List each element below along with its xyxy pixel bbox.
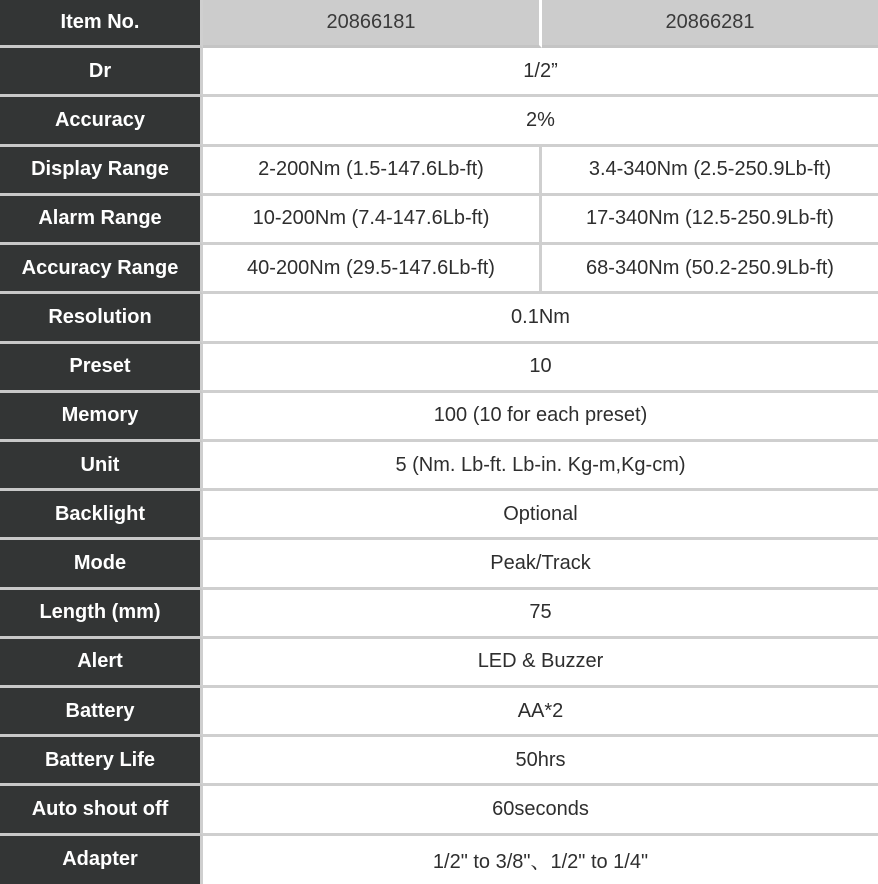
table-row [0,639,878,688]
table-row [0,245,878,294]
row-label: Auto shout off [0,786,203,835]
row-value: 60seconds [203,786,878,835]
row-value: 100 (10 for each preset) [203,393,878,442]
row-value: Optional [203,491,878,540]
table-row [0,344,878,393]
row-value: 5 (Nm. Lb-ft. Lb-in. Kg-m,Kg-cm) [203,442,878,491]
row-value: 40-200Nm (29.5-147.6Lb-ft) [203,245,542,294]
row-label: Backlight [0,491,203,540]
row-value: 1/2" to 3/8"、1/2" to 1/4" [203,836,878,884]
table-row [0,393,878,442]
row-value: AA*2 [203,688,878,737]
row-label: Alert [0,639,203,688]
row-label: Length (mm) [0,590,203,639]
table-row [0,540,878,589]
model-number-cell: 20866181 [203,0,542,48]
table-row [0,836,878,884]
row-label: Dr [0,48,203,97]
row-label: Item No. [0,0,203,48]
row-value: 3.4-340Nm (2.5-250.9Lb-ft) [542,147,878,196]
row-label: Mode [0,540,203,589]
row-label: Resolution [0,294,203,343]
row-label: Adapter [0,836,203,884]
row-label: Unit [0,442,203,491]
row-value: 2% [203,97,878,146]
row-label: Accuracy [0,97,203,146]
table-row [0,590,878,639]
row-value: 68-340Nm (50.2-250.9Lb-ft) [542,245,878,294]
row-label: Display Range [0,147,203,196]
row-value: 17-340Nm (12.5-250.9Lb-ft) [542,196,878,245]
table-row [0,147,878,196]
table-row [0,737,878,786]
row-label: Alarm Range [0,196,203,245]
row-value: 2-200Nm (1.5-147.6Lb-ft) [203,147,542,196]
row-value: Peak/Track [203,540,878,589]
table-row [0,491,878,540]
row-value: 0.1Nm [203,294,878,343]
table-row [0,442,878,491]
model-number-cell: 20866281 [542,0,878,48]
row-label: Battery Life [0,737,203,786]
table-row [0,688,878,737]
row-label: Preset [0,344,203,393]
table-row [0,48,878,97]
table-row [0,294,878,343]
table-row [0,786,878,835]
row-label: Accuracy Range [0,245,203,294]
row-value: 1/2” [203,48,878,97]
table-row [0,97,878,146]
row-value: LED & Buzzer [203,639,878,688]
table-row-item-no [0,0,878,48]
row-value: 10-200Nm (7.4-147.6Lb-ft) [203,196,542,245]
row-value: 50hrs [203,737,878,786]
row-value: 10 [203,344,878,393]
row-value: 75 [203,590,878,639]
row-label: Battery [0,688,203,737]
table-row [0,196,878,245]
row-label: Memory [0,393,203,442]
